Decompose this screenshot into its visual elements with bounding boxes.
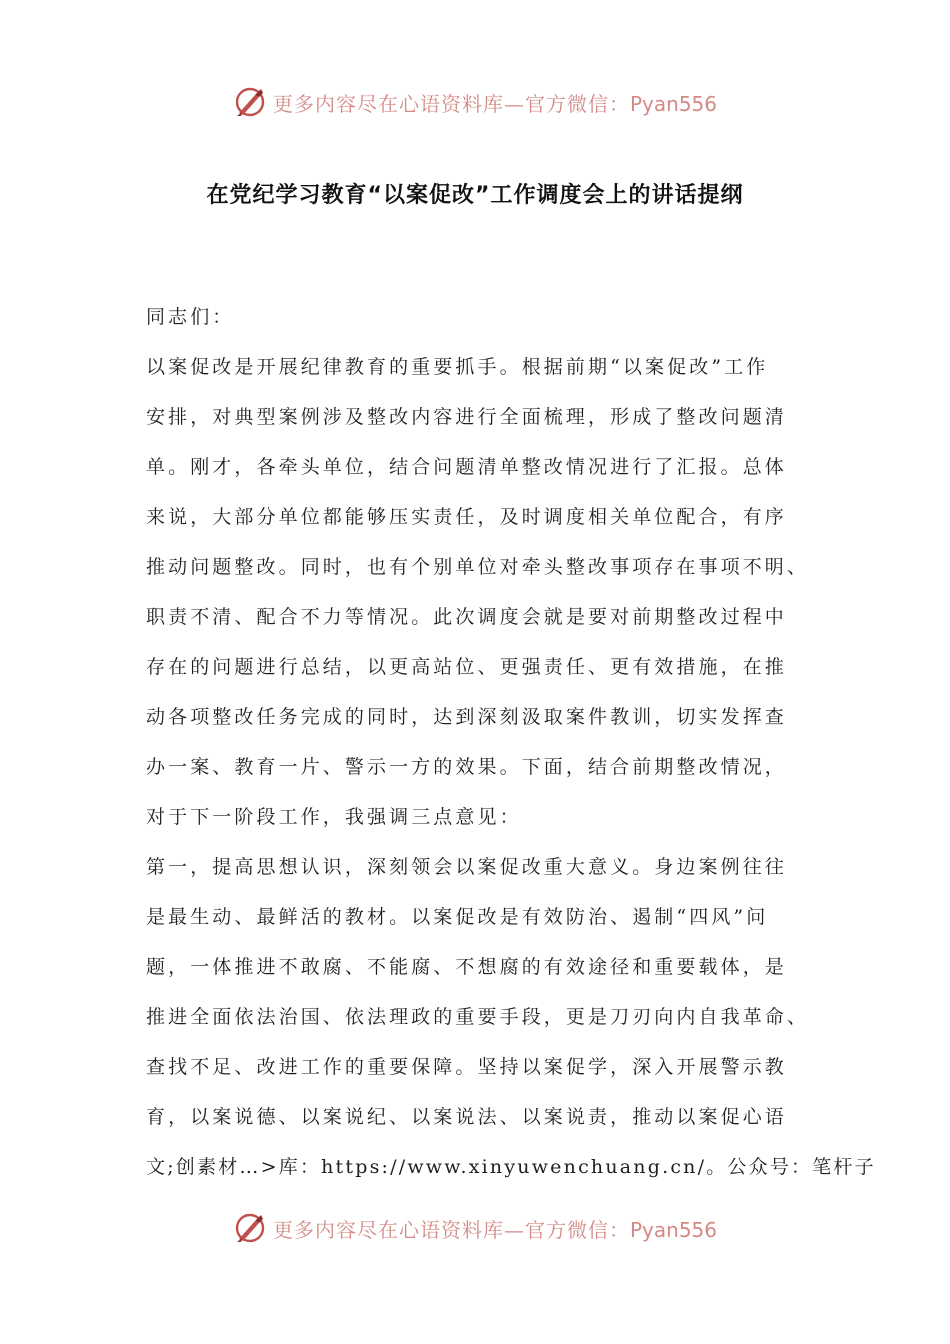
document-title: 在党纪学习教育“以案促改”工作调度会上的讲话提纲 [206, 183, 744, 208]
body-line: 推动问题整改。同时，也有个别单位对牵头整改事项存在事项不明、 [146, 556, 810, 578]
footer-banner [0, 1208, 950, 1248]
body-line: 题，一体推进不敢腐、不能腐、不想腐的有效途径和重要载体，是 [146, 956, 787, 978]
body-line: 对于下一阶段工作，我强调三点意见： [146, 806, 522, 828]
body-line: 安排，对典型案例涉及整改内容进行全面梳理，形成了整改问题清 [146, 406, 787, 428]
body-line: 存在的问题进行总结，以更高站位、更强责任、更有效措施，在推 [146, 656, 787, 678]
wechat-id: Pyan556 [629, 1217, 717, 1242]
body-line: 推进全面依法治国、依法理政的重要手段，更是刀刃向内自我革命、 [146, 1006, 810, 1028]
body-line: 是最生动、最鲜活的教材。以案促改是有效防治、遏制“四风”问 [146, 906, 769, 928]
banner-slogan: 更多内容尽在心语资料库—官方微信： [272, 1217, 630, 1242]
body-line: 单。刚才，各牵头单位，结合问题清单整改情况进行了汇报。总体 [146, 456, 787, 478]
header-banner [0, 82, 950, 122]
banner-slogan: 更多内容尽在心语资料库—官方微信： [272, 91, 630, 116]
body-line: 来说，大部分单位都能够压实责任，及时调度相关单位配合，有序 [146, 506, 787, 528]
body-line: 同志们： [146, 306, 235, 328]
banner-text [273, 88, 717, 117]
banner-text [273, 1214, 717, 1243]
body-line: 动各项整改任务完成的同时，达到深刻汲取案件教训，切实发挥查 [146, 706, 787, 728]
body-line: 第一，提高思想认识，深刻领会以案促改重大意义。身边案例往往 [146, 856, 787, 878]
pen-logo-icon [233, 85, 267, 119]
body-line: 办一案、教育一片、警示一方的效果。下面，结合前期整改情况， [146, 756, 787, 778]
body-line: 职责不清、配合不力等情况。此次调度会就是要对前期整改过程中 [146, 606, 787, 628]
wechat-id: Pyan556 [629, 91, 717, 116]
body-line: 以案促改是开展纪律教育的重要抓手。根据前期“以案促改”工作 [146, 356, 769, 378]
body-line: 育，以案说德、以案说纪、以案说法、以案说责，推动以案促心语 [146, 1106, 787, 1128]
document-body [146, 292, 876, 1192]
body-line: 查找不足、改进工作的重要保障。坚持以案促学，深入开展警示教 [146, 1056, 787, 1078]
pen-logo-icon [233, 1211, 267, 1245]
body-line-url: 文;创素材…>库：https://www.xinyuwenchuang.cn/。公众号：笔杆子 [146, 1156, 876, 1178]
